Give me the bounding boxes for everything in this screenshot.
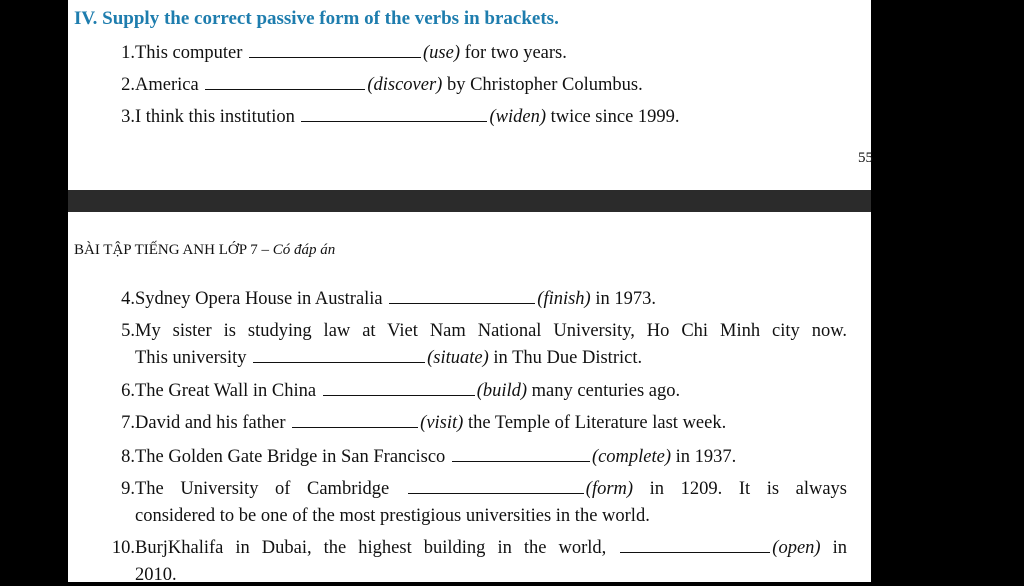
question-9 bbox=[135, 478, 847, 500]
question-4 bbox=[135, 288, 656, 310]
question-text-end: in 1973. bbox=[590, 289, 656, 309]
answer-blank[interactable] bbox=[249, 43, 421, 58]
question-2 bbox=[135, 74, 643, 96]
question-text-end: in bbox=[820, 538, 848, 558]
question-text-end: in 1937. bbox=[671, 447, 737, 467]
question-text-end: by Christopher Columbus. bbox=[442, 75, 643, 95]
question-text-end: in 1209. It is always bbox=[633, 479, 847, 499]
question-5 bbox=[135, 347, 642, 369]
question-6 bbox=[135, 380, 680, 402]
question-text-end: twice since 1999. bbox=[545, 107, 680, 127]
question-text: America bbox=[135, 75, 199, 95]
header-italic: Có đáp án bbox=[272, 242, 336, 258]
verb-hint: (use) bbox=[423, 43, 460, 63]
item-number: 8. bbox=[121, 447, 135, 467]
verb-hint: (visit) bbox=[420, 413, 464, 433]
verb-hint: (finish) bbox=[537, 289, 591, 309]
question-3 bbox=[135, 106, 680, 128]
item-number: 4. bbox=[121, 289, 135, 309]
answer-blank[interactable] bbox=[620, 538, 770, 553]
item-number: 1. bbox=[121, 43, 135, 63]
question-8 bbox=[135, 446, 736, 468]
question-text: The Golden Gate Bridge in San Francisco bbox=[135, 447, 446, 467]
answer-blank[interactable] bbox=[301, 107, 487, 122]
question-5-line1: My sister is studying law at Viet Nam National University, Ho Chi Minh city now. bbox=[135, 321, 847, 341]
page-bottom bbox=[68, 212, 871, 585]
answer-blank[interactable] bbox=[253, 348, 425, 363]
question-text: The University of Cambridge bbox=[135, 479, 390, 499]
answer-blank[interactable] bbox=[292, 413, 418, 428]
question-text-end: many centuries ago. bbox=[527, 381, 681, 401]
question-text-end: for two years. bbox=[460, 43, 567, 63]
question-text: I think this institution bbox=[135, 107, 295, 127]
answer-blank[interactable] bbox=[408, 479, 584, 494]
answer-blank[interactable] bbox=[389, 289, 535, 304]
question-text: The Great Wall in China bbox=[135, 381, 317, 401]
section-heading: IV. Supply the correct passive form of the verbs in brackets. bbox=[74, 8, 559, 29]
verb-hint: (discover) bbox=[367, 75, 443, 95]
question-text: This university bbox=[135, 348, 247, 368]
page-gap bbox=[68, 190, 871, 212]
answer-blank[interactable] bbox=[452, 447, 590, 462]
question-7 bbox=[135, 412, 726, 434]
question-text: This computer bbox=[135, 43, 243, 63]
item-number: 5. bbox=[121, 321, 135, 341]
header-text: BÀI TẬP TIẾNG ANH LỚP 7 – bbox=[74, 242, 273, 258]
question-10 bbox=[135, 537, 847, 559]
item-number: 2. bbox=[121, 75, 135, 95]
question-1 bbox=[135, 42, 567, 64]
page-number: 55 bbox=[858, 150, 873, 166]
question-text: David and his father bbox=[135, 413, 286, 433]
answer-blank[interactable] bbox=[323, 381, 475, 396]
question-text-end: the Temple of Literature last week. bbox=[463, 413, 727, 433]
verb-hint: (situate) bbox=[427, 348, 489, 368]
item-number: 3. bbox=[121, 107, 135, 127]
item-number: 7. bbox=[121, 413, 135, 433]
verb-hint: (form) bbox=[585, 479, 634, 499]
answer-blank[interactable] bbox=[205, 75, 365, 90]
question-text: Sydney Opera House in Australia bbox=[135, 289, 383, 309]
question-text-end: in Thu Due District. bbox=[488, 348, 643, 368]
question-9-line2: considered to be one of the most prestigious universities in the world. bbox=[135, 506, 650, 526]
question-text: BurjKhalifa in Dubai, the highest building in the world, bbox=[135, 538, 607, 558]
item-number: 10. bbox=[111, 538, 135, 558]
verb-hint: (widen) bbox=[489, 107, 546, 127]
page-top bbox=[68, 0, 871, 190]
book-header bbox=[74, 242, 335, 259]
verb-hint: (open) bbox=[772, 538, 821, 558]
question-10-line2: 2010. bbox=[135, 565, 177, 585]
item-number: 6. bbox=[121, 381, 135, 401]
verb-hint: (build) bbox=[476, 381, 528, 401]
item-number: 9. bbox=[121, 479, 135, 499]
verb-hint: (complete) bbox=[591, 447, 672, 467]
